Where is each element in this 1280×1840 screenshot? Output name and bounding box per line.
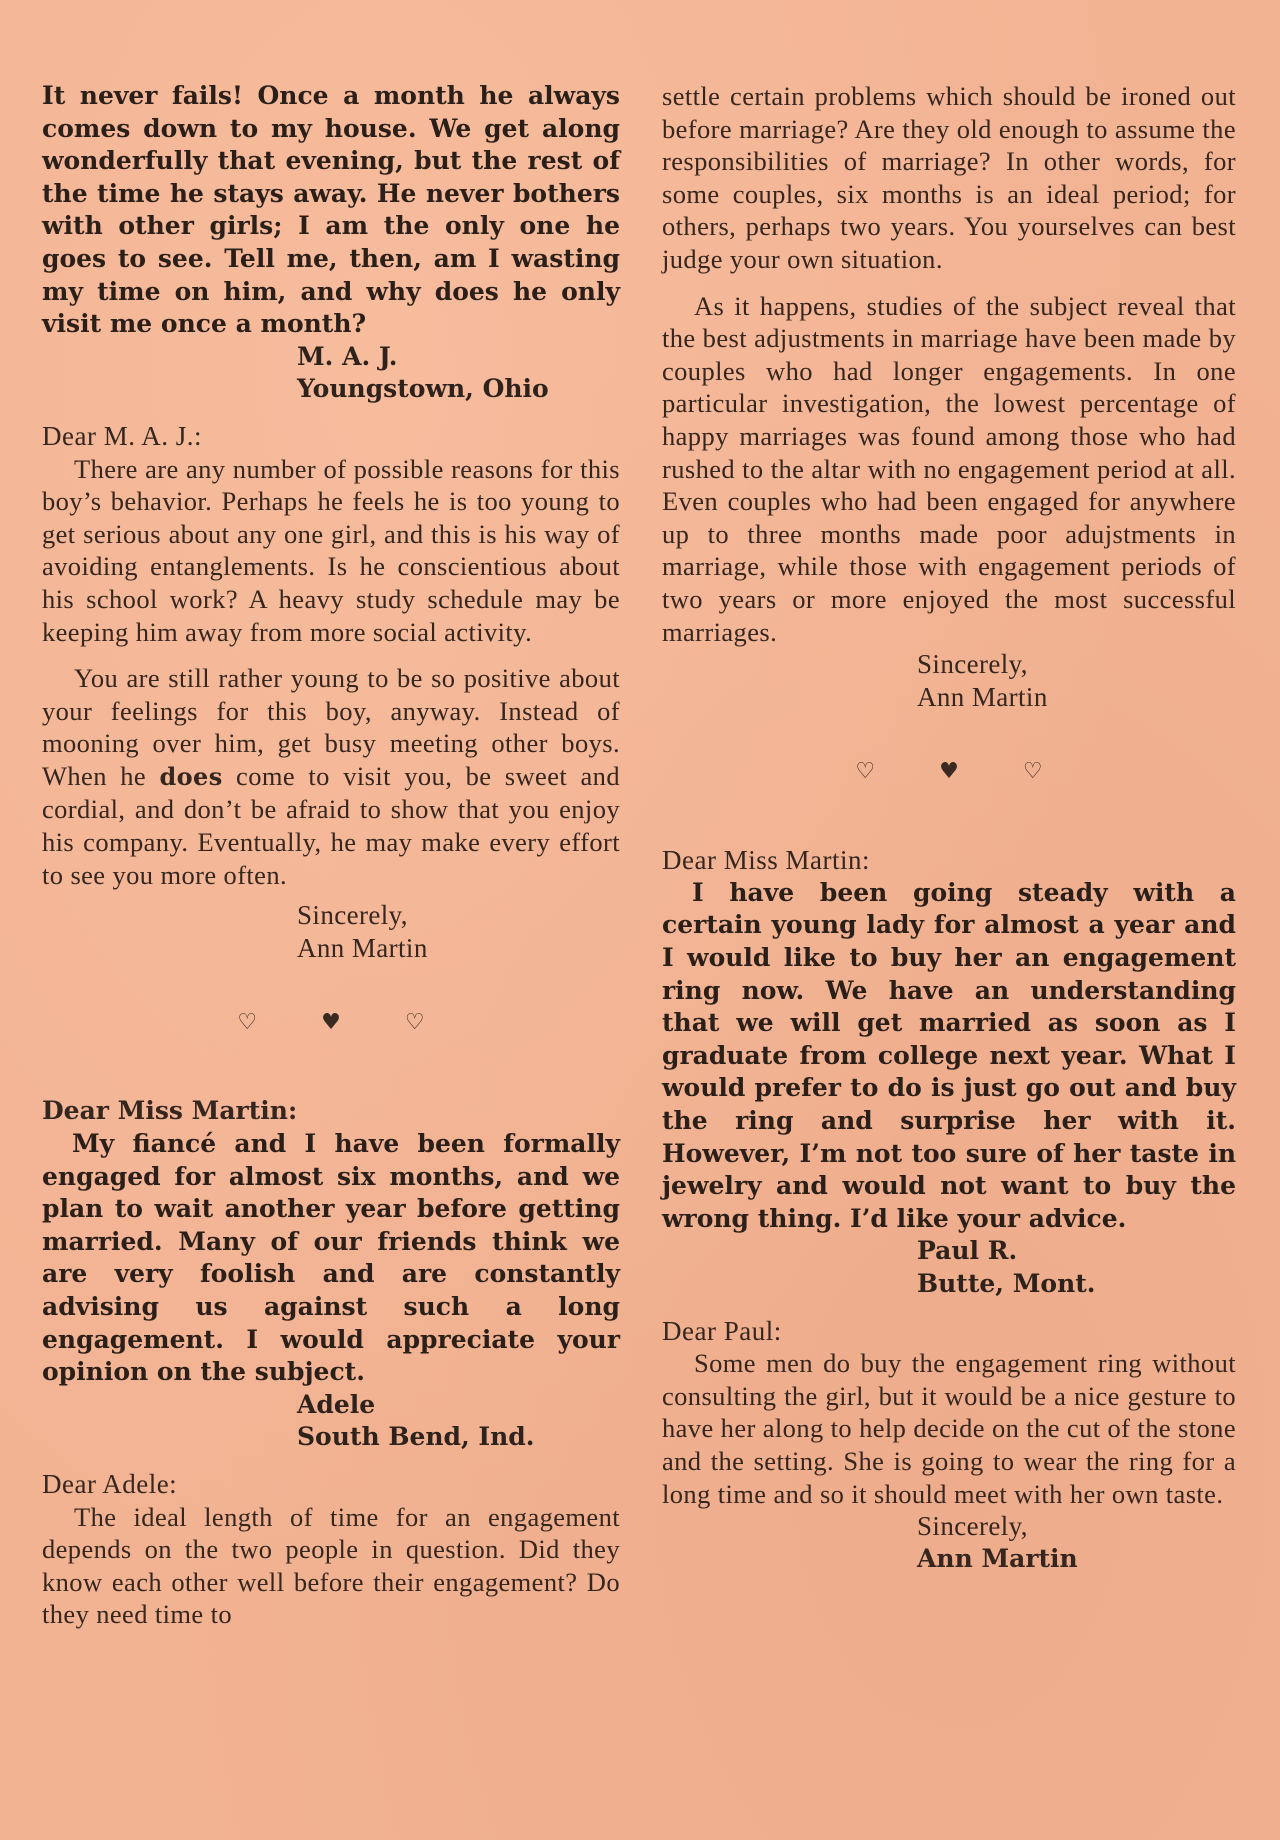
reply-3-closing: Sincerely, <box>917 1511 1028 1542</box>
reply-1-closing: Sincerely, <box>297 900 408 931</box>
reply-1-paragraph-2-start: You are still rather young to be so positive about your feelings for this boy, anyway. Instead of mooning over him, get busy meeting other boys. When he <box>42 663 620 791</box>
letter-3-salutation: Dear Miss Martin: <box>662 845 870 876</box>
reply-2-signature: Ann Martin <box>917 681 1048 712</box>
reply-1-salutation: Dear M. A. J.: <box>42 420 202 451</box>
heart-outline-icon: ♡ <box>404 1010 425 1036</box>
reply-1-signature: Ann Martin <box>297 932 428 963</box>
reply-3-paragraph-1: Some men do buy the engagement ring without consulting the girl, but it would be a nice gesture to have her along to help decide on the cut of the stone and the setting. She is going to wear the ring for a long time and so it should meet with her own taste. <box>662 1348 1236 1509</box>
heart-outline-icon: ♡ <box>1022 759 1043 785</box>
letter-3-signature-place: Butte, Mont. <box>917 1269 1096 1298</box>
reply-1-paragraph-2 <box>42 662 620 891</box>
heart-filled-icon: ♥ <box>321 1010 341 1036</box>
reply-3-signature: Ann Martin <box>917 1543 1078 1573</box>
reply-2-closing: Sincerely, <box>917 649 1028 680</box>
heart-outline-icon: ♡ <box>855 759 876 785</box>
reply-2-paragraph-2: As it happens, studies of the subject reveal that the best adjustments in marriage have been made by couples who had longer engagements. In one particular investigation, the lowest percentage of happy marriages was found among those who had rushed to the altar with no engagement period at all. Even couples who had been engaged for anywhere up to three months made poor adujstments in marriage, while those with engagement periods of two years or more enjoyed the most successful marriages. <box>662 290 1236 647</box>
reply-1-paragraph-2-end: come to visit you, be sweet and cordial, and don’t be afraid to show that you enjoy his company. Eventually, he may make every effort to see you more often. <box>42 760 620 890</box>
letter-2-signature-name: Adele <box>297 1389 376 1419</box>
reply-2-paragraph-1-start: The ideal length of time for an engagement depends on the two people in question. Did they know each other well before their engagement? Do they need time to <box>42 1501 620 1630</box>
letter-1-body: It never fails! Once a month he always comes down to my house. We get along wonderfully that evening, but the rest of the time he stays away. He never bothers with other girls; I am the only one he goes to see. Tell me, then, am I wasting my time on him, and why does he only visit me once a month? <box>42 81 620 339</box>
reply-2-paragraph-1-end: settle certain problems which should be ironed out before marriage? Are they old enough to assume the responsibilities of marriage? In other words, for some couples, six months is an ideal period; for others, perhaps two years. You yourselves can best judge your own situation. <box>662 81 1236 274</box>
left-column <box>42 80 620 1631</box>
letter-3-signature-name: Paul R. <box>917 1236 1018 1266</box>
heart-filled-icon: ♥ <box>939 759 959 785</box>
letter-3-body: I have been going steady with a certain young lady for almost a year and I would like to buy her an engagement ring now. We have an understanding that we will get married as soon as I graduate from college next year. What I would prefer to do is just go out and buy the ring and surprise her with it. However, I’m not too sure of her taste in jewelry and would not want to buy the wrong thing. I’d like your advice. <box>662 877 1236 1233</box>
heart-divider <box>42 1010 620 1035</box>
reply-3-salutation: Dear Paul: <box>662 1315 782 1346</box>
reply-1-paragraph-1: There are any number of possible reasons for this boy’s behavior. Perhaps he feels he is too young to get serious about any one girl, and this is his way of avoiding entanglements. Is he conscientious about his school work? A heavy study schedule may be keeping him away from more social activity. <box>42 453 620 647</box>
letter-2-salutation: Dear Miss Martin: <box>42 1096 298 1126</box>
heart-divider <box>662 759 1236 784</box>
reply-1-emphasis: does <box>159 761 223 791</box>
letter-2-signature-place: South Bend, Ind. <box>297 1422 535 1452</box>
reply-2-salutation: Dear Adele: <box>42 1468 178 1499</box>
heart-outline-icon: ♡ <box>237 1010 258 1036</box>
letter-2-body: My fiancé and I have been formally engaged for almost six months, and we plan to wait another year before getting married. Many of our friends think we are very foolish and are constantly advising us against such a long engagement. I would appreciate your opinion on the subject. <box>42 1129 620 1387</box>
letter-1-signature-place: Youngstown, Ohio <box>297 374 549 404</box>
letter-1-signature-name: M. A. J. <box>297 341 398 371</box>
right-column <box>662 80 1236 1575</box>
